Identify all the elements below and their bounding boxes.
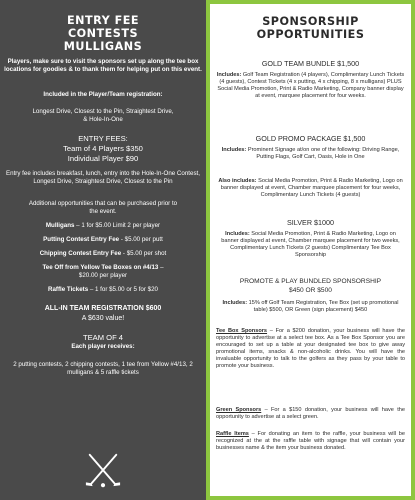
all-in-heading: ALL-IN TEAM REGISTRATION $600 (44, 305, 162, 312)
promote-heading-line: PROMOTE & PLAY BUNDLED SPONSORSHIP (239, 278, 382, 285)
right-title (216, 15, 405, 41)
includes-label: Includes: (225, 231, 250, 237)
gold-promo-also (216, 178, 405, 199)
item-name: Raffle Tickets (48, 286, 89, 293)
includes-text: Social Media Promotion, Print & Radio Marketing, Logo on banner displayed at event, Chamber marquee placement for two weeks, Complimentary Lunch Tickets (2 guests) Complimentary Tee Box Sponsorship (221, 231, 400, 258)
tee-box-sponsors (216, 328, 405, 369)
left-title (4, 14, 202, 53)
includes-text: Golf Team Registration (4 players), Complimentary Lunch Tickets (4 guests), Contest Tickets (4 x putting, 4 x chipping, 8 x mulligans) PLUS Social Media Promotion, Print & Radio Marketing, Company banner display at event, marquee placement for four weeks. (217, 72, 405, 99)
includes-label: Includes: (216, 72, 242, 78)
mulligans-item (4, 222, 202, 229)
gold-promo-includes (216, 147, 405, 161)
item-detail: – 1 for $5.00 Limit 2 per player (74, 222, 161, 229)
item-detail: - $5.00 per shot (121, 250, 167, 257)
gold-promo-heading: GOLD PROMO PACKAGE $1,500 (255, 134, 366, 143)
silver-heading: SILVER $1000 (286, 218, 335, 227)
team-of-4-heading: TEAM OF 4 (82, 333, 124, 342)
left-title-line: ENTRY FEE (66, 14, 140, 27)
tee-off-price: $20.00 per player (78, 272, 128, 279)
gold-team-includes (216, 72, 405, 100)
entry-fees-heading: ENTRY FEES: (78, 134, 128, 143)
entry-fee-includes: Entry fee includes breakfast, lunch, entry into the Hole-In-One Contest, Longest Drive, Straightest Drive, Closest to the Pin (6, 170, 200, 185)
green-sponsors (216, 407, 405, 421)
gold-team-heading: GOLD TEAM BUNDLE $1,500 (261, 59, 360, 68)
raffle-tickets-item (4, 286, 202, 293)
all-in-value: A $630 value! (81, 315, 125, 322)
chipping-contest-item (4, 250, 202, 257)
right-title-line: SPONSORSHIP (262, 15, 359, 28)
tee-off-item (4, 264, 202, 271)
silver-includes (216, 231, 405, 259)
item-detail: – (158, 264, 164, 271)
includes-label: Includes: (221, 147, 247, 153)
promote-includes (216, 300, 405, 314)
item-name: Putting Contest Entry Fee (43, 236, 120, 243)
tee-box-text: – For a $200 donation, your business will have the opportunity to advertise at a select tee box. As a Tee Box Sponsor you are encouraged to set up a table at your designated tee box to give away promotional items, snacks & non-alcoholic drinks. You will have the invaluable opportunity to talk to the golfers as they pass by your table to promote your business. (216, 328, 405, 369)
raffle-text: – For donating an item to the raffle, your business will be recognized at the at the raffle table with signage that will contain your businesses name & the item your business donated. (216, 431, 405, 451)
team-fee: Team of 4 Players $350 (63, 144, 143, 153)
item-detail: – 1 for $5.00 or 5 for $20 (88, 286, 158, 293)
green-label: Green Sponsors (216, 407, 262, 413)
includes-text: Prominent Signage at/on one of the following: Driving Range, Putting Flags, Golf Cart, Oasis, Hole in One (246, 147, 400, 160)
each-player-text: Each player receives: (71, 343, 135, 350)
putting-contest-item (4, 236, 202, 243)
included-heading: Included in the Player/Team registration: (43, 91, 163, 98)
item-name: Mulligans (45, 222, 75, 229)
sponsorship-panel (210, 4, 411, 496)
right-title-line: OPPORTUNITIES (256, 28, 365, 41)
receives-text: 2 putting contests, 2 chipping contests, 1 tee from Yellow #4/13, 2 mulligans & 5 raffle tickets (13, 361, 193, 376)
green-text: – For a $150 donation, your business will have the opportunity to advertise at a select green. (216, 407, 405, 420)
sponsorship-column (206, 0, 415, 500)
item-name: Tee Off from Yellow Tee Boxes on #4/13 (42, 264, 159, 271)
included-list: Longest Drive, Closest to the Pin, Straightest Drive, & Hole-In-One (32, 108, 174, 123)
item-detail: - $5.00 per putt (119, 236, 163, 243)
includes-text: 15% off Golf Team Registration, Tee Box (set up promotional table) $500, OR Green (sign placement) $450 (247, 300, 399, 313)
raffle-label: Raffle Items (216, 431, 249, 437)
promote-heading (216, 277, 405, 295)
left-title-line: MULLIGANS (63, 40, 143, 53)
includes-label: Includes: (222, 300, 248, 306)
intro-text: Players, make sure to visit the sponsors set up along the tee box locations for goodies & to thank them for helping put on this event. (4, 58, 202, 73)
promote-heading-line: $450 OR $500 (289, 287, 332, 294)
raffle-items (216, 431, 405, 452)
also-text: Social Media Promotion, Print & Radio Marketing, Logo on banner displayed at event, Chamber marquee placement for four weeks, Complimentary Lunch Tickets (4 guests) (220, 178, 403, 198)
additional-note: Additional opportunities that can be purchased prior to the event. (28, 200, 178, 215)
crossed-golf-clubs-icon (84, 451, 122, 489)
individual-fee: Individual Player $90 (67, 154, 139, 163)
left-title-line: CONTESTS (67, 27, 139, 40)
tee-box-label: Tee Box Sponsors (216, 328, 268, 334)
entry-fee-column (0, 0, 206, 500)
also-label: Also includes: (218, 178, 257, 184)
item-name: Chipping Contest Entry Fee (39, 250, 122, 257)
